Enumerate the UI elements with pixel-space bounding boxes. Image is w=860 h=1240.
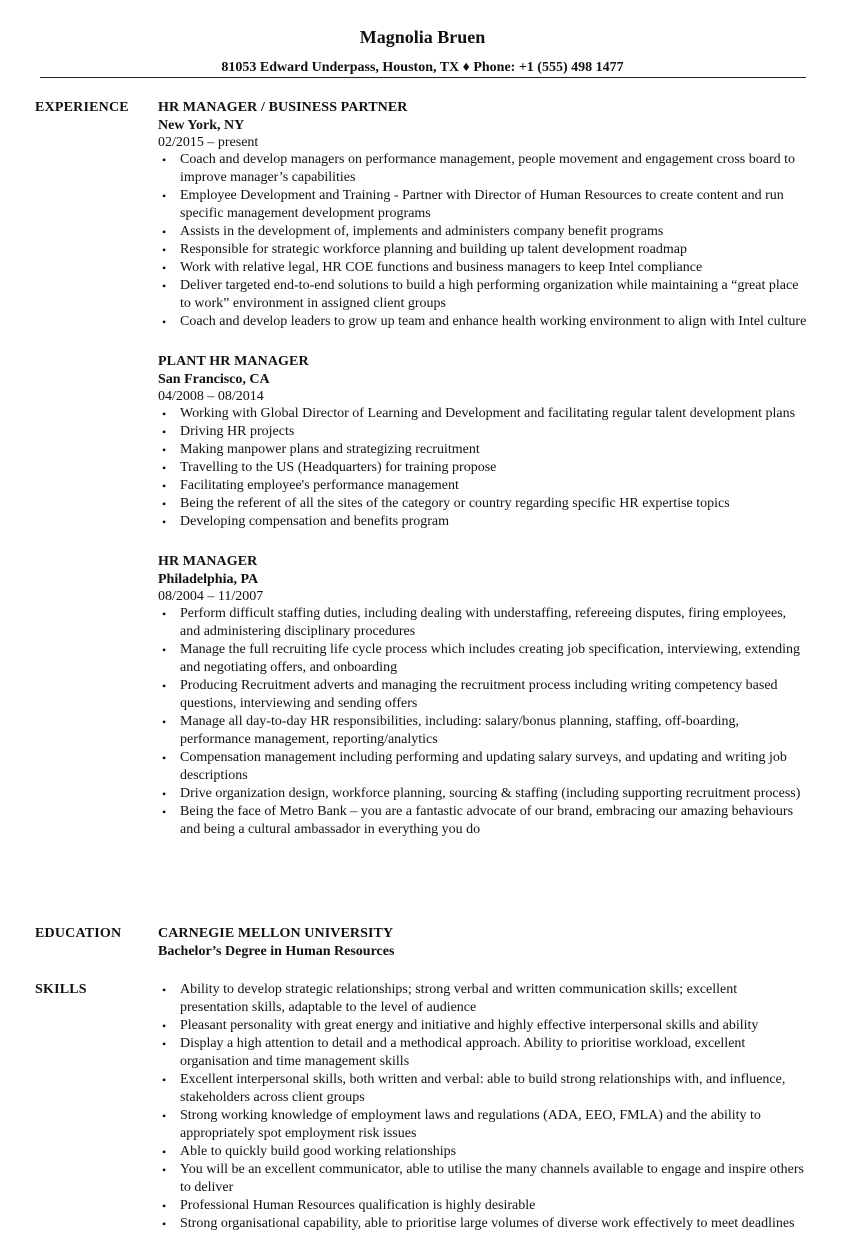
bullet-item: • Driving HR projects — [158, 423, 808, 441]
resume-name: Magnolia Bruen — [359, 27, 486, 47]
skill-item: • Display a high attention to detail and a methodical approach. Ability to prioritise workload, excellent organisation and time management skills — [158, 1035, 808, 1071]
experience-heading: EXPERIENCE — [35, 100, 129, 115]
bullet-item: • Travelling to the US (Headquarters) for training propose — [158, 459, 808, 477]
skill-item: • Professional Human Resources qualification is highly desirable — [158, 1197, 808, 1215]
bullet-item: • Compensation management including performing and updating salary surveys, and updating and writing job descriptions — [158, 749, 808, 785]
skill-item: • Excellent interpersonal skills, both written and verbal: able to build strong relationships with, and influence, stakeholders across client groups — [158, 1071, 808, 1107]
job-bullets — [158, 405, 808, 531]
skill-item: • You will be an excellent communicator, able to utilise the many channels available to engage and inspire others to deliver — [158, 1161, 808, 1197]
bullet-item: • Coach and develop managers on performance management, people movement and engagement cross board to improve manager’s capabilities — [158, 151, 808, 187]
job-dates: 04/2008 – 08/2014 — [158, 389, 264, 404]
job-location: San Francisco, CA — [158, 372, 270, 387]
bullet-item: • Responsible for strategic workforce planning and building up talent development roadmap — [158, 241, 808, 259]
job-title: PLANT HR MANAGER — [158, 354, 309, 369]
job-title: HR MANAGER / BUSINESS PARTNER — [158, 100, 408, 115]
job-dates: 02/2015 – present — [158, 135, 259, 150]
experience-body — [158, 99, 808, 861]
skill-item: • Able to quickly build good working relationships — [158, 1143, 808, 1161]
skill-item: • Strong organisational capability, able to prioritise large volumes of diverse work effectively to meet deadlines — [158, 1215, 808, 1233]
bullet-item: • Manage all day-to-day HR responsibilities, including: salary/bonus planning, staffing, off-boarding, performance management, reporting/analytics — [158, 713, 808, 749]
skills-body — [158, 981, 808, 1233]
skills-list — [158, 981, 808, 1233]
bullet-item: • Perform difficult staffing duties, including dealing with understaffing, refereeing disputes, firing employees, and administering disciplinary procedures — [158, 605, 808, 641]
bullet-item: • Developing compensation and benefits program — [158, 513, 808, 531]
skill-item: • Strong working knowledge of employment laws and regulations (ADA, EEO, FMLA) and the ability to appropriately spot employment risk issues — [158, 1107, 808, 1143]
bullet-item: • Manage the full recruiting life cycle process which includes creating job specification, interviewing, extending and negotiating offers, and onboarding — [158, 641, 808, 677]
contact-line: 81053 Edward Underpass, Houston, TX ♦ Phone: +1 (555) 498 1477 — [221, 60, 624, 75]
bullet-item: • Coach and develop leaders to grow up team and enhance health working environment to align with Intel culture — [158, 313, 808, 331]
job-entry — [158, 353, 808, 531]
job-dates: 08/2004 – 11/2007 — [158, 589, 264, 604]
education-body — [158, 925, 808, 961]
job-entry — [158, 553, 808, 839]
bullet-item: • Work with relative legal, HR COE functions and business managers to keep Intel compliance — [158, 259, 808, 277]
bullet-item: • Working with Global Director of Learning and Development and facilitating regular talent development plans — [158, 405, 808, 423]
job-location: New York, NY — [158, 118, 245, 133]
bullet-item: • Facilitating employee's performance management — [158, 477, 808, 495]
education-heading: EDUCATION — [35, 926, 122, 941]
job-entry — [158, 99, 808, 331]
header-divider — [40, 77, 806, 78]
job-location: Philadelphia, PA — [158, 572, 259, 587]
bullet-item: • Assists in the development of, implements and administers company benefit programs — [158, 223, 808, 241]
bullet-item: • Being the face of Metro Bank – you are a fantastic advocate of our brand, embracing our amazing behaviours and being a cultural ambassador in everything you do — [158, 803, 808, 839]
job-bullets — [158, 605, 808, 839]
bullet-item: • Making manpower plans and strategizing recruitment — [158, 441, 808, 459]
bullet-item: • Drive organization design, workforce planning, sourcing & staffing (including supporting recruitment process) — [158, 785, 808, 803]
job-title: HR MANAGER — [158, 554, 258, 569]
degree: Bachelor’s Degree in Human Resources — [158, 944, 395, 959]
job-bullets — [158, 151, 808, 331]
bullet-item: • Deliver targeted end-to-end solutions to build a high performing organization while maintaining a “great place to work” environment in assigned client groups — [158, 277, 808, 313]
skill-item: • Pleasant personality with great energy and initiative and highly effective interpersonal skills and ability — [158, 1017, 808, 1035]
bullet-item: • Producing Recruitment adverts and managing the recruitment process including writing competency based questions, interviewing and sending offers — [158, 677, 808, 713]
bullet-item: • Being the referent of all the sites of the category or country regarding specific HR expertise topics — [158, 495, 808, 513]
bullet-item: • Employee Development and Training - Partner with Director of Human Resources to create content and run specific management development programs — [158, 187, 808, 223]
skills-heading: SKILLS — [35, 982, 87, 997]
school-name: CARNEGIE MELLON UNIVERSITY — [158, 926, 394, 941]
skill-item: • Ability to develop strategic relationships; strong verbal and written communication skills; excellent presentation skills, adaptable to the level of audience — [158, 981, 808, 1017]
